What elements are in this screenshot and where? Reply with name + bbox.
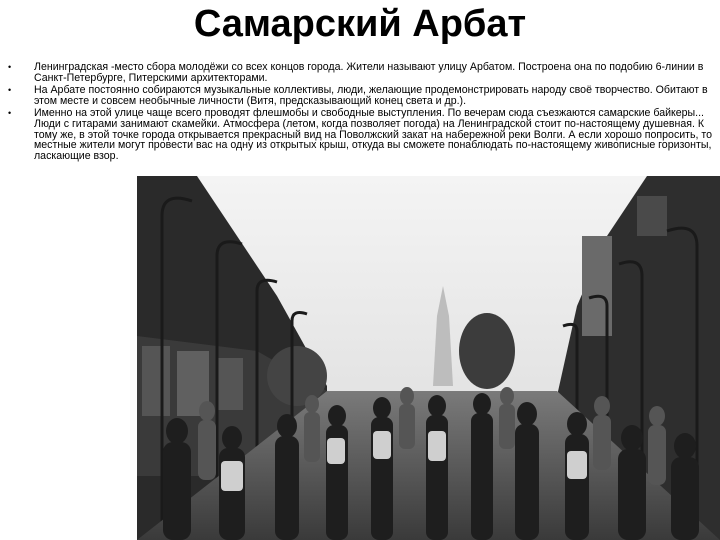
bullet-icon: • — [8, 62, 12, 72]
slide-title: Самарский Арбат — [193, 3, 527, 45]
bullet-icon: • — [8, 85, 12, 96]
bullet-text: На Арбате постоянно собираются музыкальные коллективы, люди, желающие продемонстрировать народу своё творчество. Обитают в этом месте и совсем необычные личности (Витя, предсказывающий конец света и др.). — [34, 84, 708, 107]
bullet-item — [8, 62, 716, 83]
bullet-item — [8, 85, 716, 106]
bullet-text: Ленинградская -место сбора молодёжи со всех концов города. Жители называют улицу Арбатом. Построена она по подобию 6-линии в Санкт-Петербурге, Питерскими архитекторами. — [34, 61, 704, 84]
bullet-list — [8, 62, 716, 163]
street-photo — [137, 176, 720, 540]
bullet-icon: • — [8, 108, 12, 119]
bullet-item — [8, 108, 716, 161]
bullet-text: Именно на этой улице чаще всего проводят флешмобы и свободные выступления. По вечерам сюда съезжаются самарские байкеры... Люди с гитарами занимают скамейки. Атмосфера (летом, когда позволяет погода) на Ленинградской стоит по-настоящему душевная. К тому же, в этой точке города открывается прекрасный вид на Поволжский закат на набережной реки Волги. А если хорошо попросить, то местные жители могут провести вас на одну из открытых крыш, откуда вы сможете понаблюдать по-настоящему живописные горизонты, ласкающие взор. — [34, 107, 713, 162]
